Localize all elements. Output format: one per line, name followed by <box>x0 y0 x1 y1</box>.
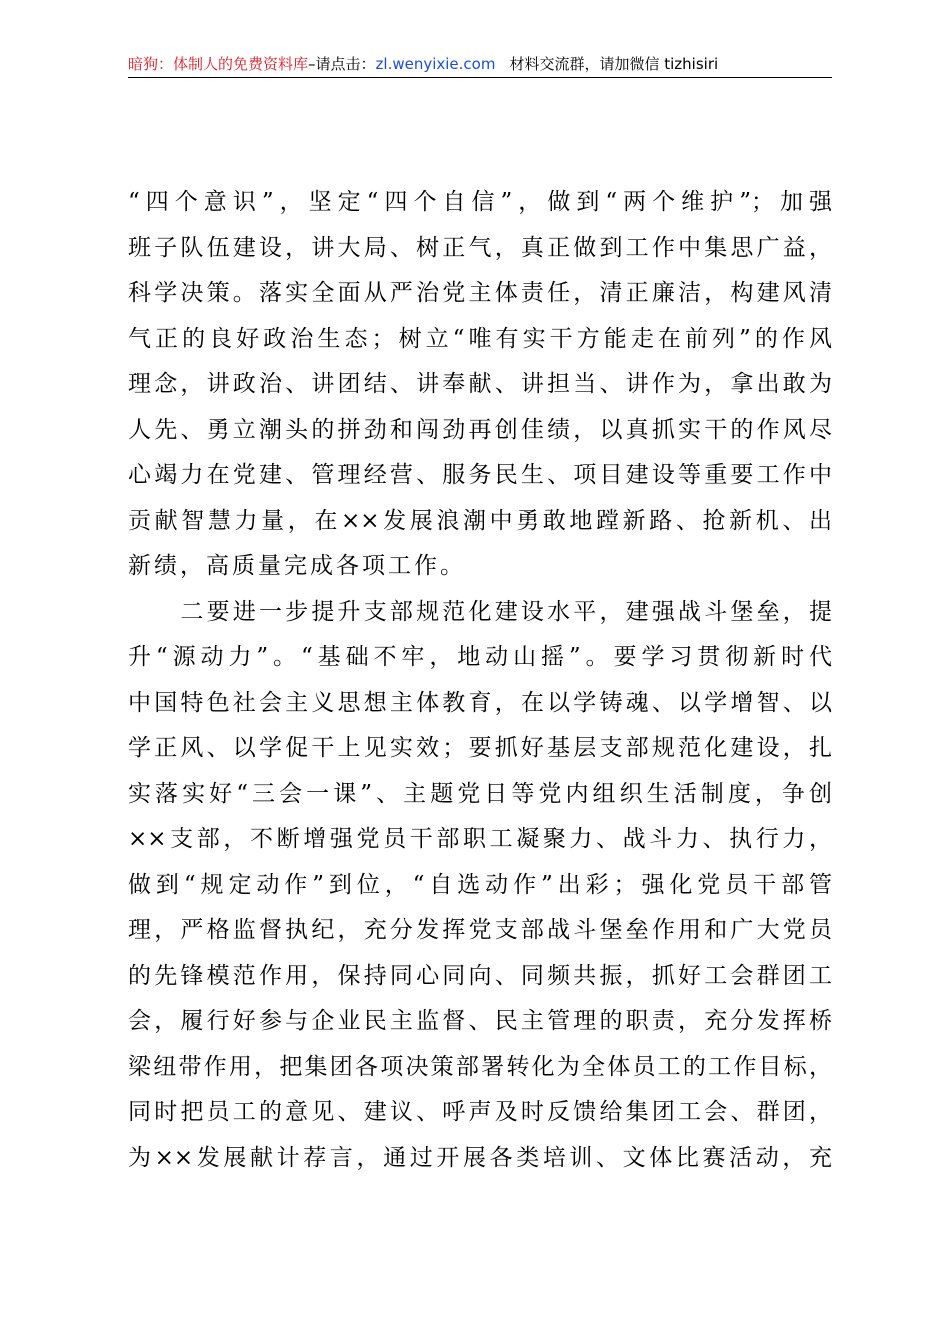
text-line: 二要进一步提升支部规范化建设水平，建强战斗堡垒，提 <box>128 598 832 625</box>
text-line: 班子队伍建设，讲大局、树正气，真正做到工作中集思广益， <box>128 234 832 261</box>
text-line: 中国特色社会主义思想主体教育，在以学铸魂、以学增智、以 <box>128 689 832 716</box>
header-divider <box>128 77 832 78</box>
header-note: 材料交流群，请加微信 tizhisiri <box>509 55 719 73</box>
text-line: 梁纽带作用，把集团各项决策部署转化为全体员工的工作目标， <box>128 1053 832 1080</box>
text-line: 为××发展献计荐言，通过开展各类培训、文体比赛活动，充 <box>128 1144 832 1171</box>
text-line: 升“源动力”。“基础不牢，地动山摇”。要学习贯彻新时代 <box>128 644 832 670</box>
text-line: 会，履行好参与企业民主监督、民主管理的职责，充分发挥桥 <box>128 1008 832 1034</box>
text-line: 贡献智慧力量，在××发展浪潮中勇敢地蹚新路、抢新机、出 <box>128 507 832 534</box>
header-link[interactable]: zl.wenyixie.com <box>375 55 496 73</box>
text-line: 做到“规定动作”到位，“自选动作”出彩；强化党员干部管 <box>128 871 832 898</box>
text-line: 气正的良好政治生态；树立“唯有实干方能走在前列”的作风 <box>128 325 832 352</box>
text-line: 同时把员工的意见、建议、呼声及时反馈给集团工会、群团， <box>128 1099 832 1125</box>
text-line: 新绩，高质量完成各项工作。 <box>128 553 466 579</box>
text-line: 理念，讲政治、讲团结、讲奉献、讲担当、讲作为，拿出敢为 <box>128 371 832 397</box>
header-brand: 暗狗：体制人的免费资料库 <box>128 55 309 73</box>
text-line: 心竭力在党建、管理经营、服务民生、项目建设等重要工作中 <box>128 462 832 488</box>
page-header <box>128 52 828 76</box>
text-line: 科学决策。落实全面从严治党主体责任，清正廉洁，构建风清 <box>128 280 832 306</box>
text-line: 实落实好“三会一课”、主题党日等党内组织生活制度，争创 <box>128 780 832 807</box>
text-line: “四个意识”，坚定“四个自信”，做到“两个维护”；加强 <box>128 189 832 215</box>
text-line: 学正风、以学促干上见实效；要抓好基层支部规范化建设，扎 <box>128 735 832 761</box>
text-line: 人先、勇立潮头的拼劲和闯劲再创佳绩，以真抓实干的作风尽 <box>128 416 832 443</box>
text-line: 的先锋模范作用，保持同心同向、同频共振，抓好工会群团工 <box>128 962 832 989</box>
text-line: 理，严格监督执纪，充分发挥党支部战斗堡垒作用和广大党员 <box>128 917 832 943</box>
header-prompt: –请点击： <box>308 55 376 73</box>
text-line: ××支部，不断增强党员干部职工凝聚力、战斗力、执行力， <box>128 826 832 852</box>
document-body <box>128 180 832 1181</box>
